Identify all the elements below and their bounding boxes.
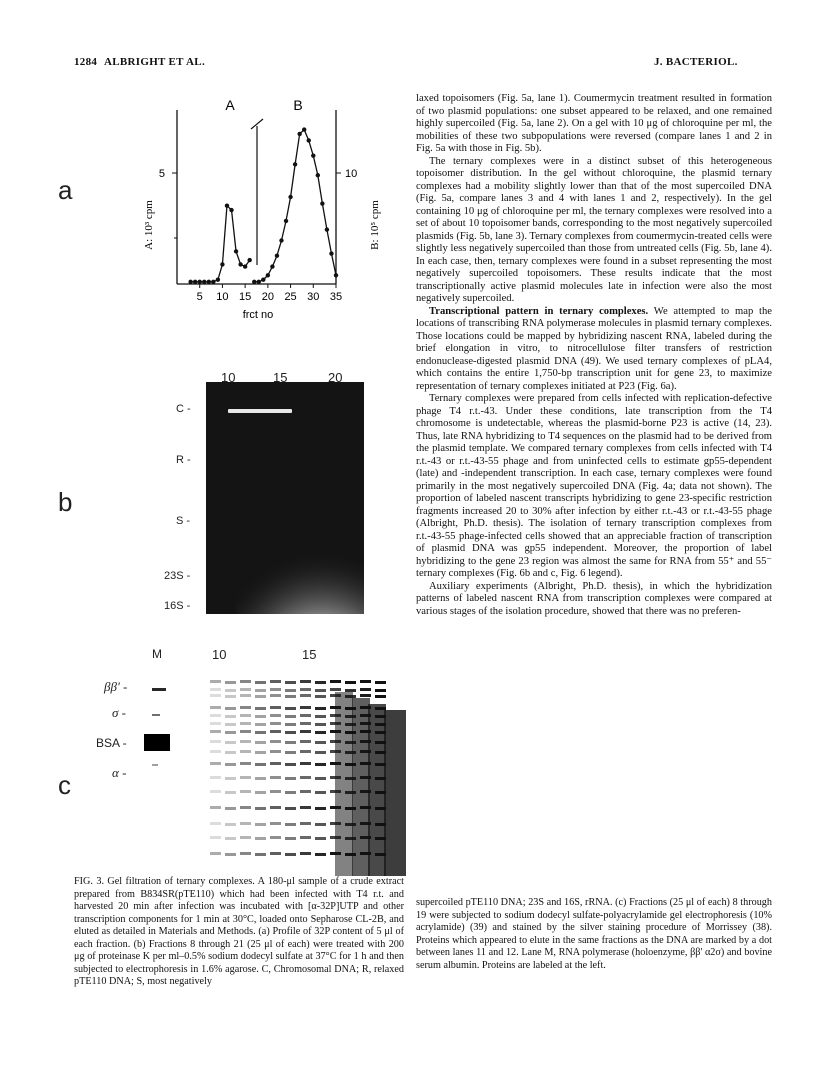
protein-band <box>300 730 311 733</box>
protein-band <box>375 741 386 744</box>
protein-band <box>240 852 251 855</box>
left-y-axis-label: A: 10³ cpm <box>143 200 155 250</box>
gel-b-row-r: R - <box>176 454 191 466</box>
protein-band <box>255 823 266 826</box>
data-point-b <box>293 162 297 166</box>
protein-band <box>360 730 371 733</box>
protein-band <box>345 731 356 734</box>
body-text-column <box>416 93 772 618</box>
protein-band <box>315 681 326 684</box>
protein-band <box>300 714 311 717</box>
protein-band <box>300 806 311 809</box>
protein-band <box>330 706 341 709</box>
x-tick-label: 35 <box>329 291 343 303</box>
protein-band <box>345 853 356 856</box>
protein-band <box>345 689 356 692</box>
protein-band <box>255 707 266 710</box>
gel-c-lane-m: M <box>152 647 162 661</box>
protein-band <box>375 791 386 794</box>
data-point-a <box>225 204 229 208</box>
protein-band <box>270 740 281 743</box>
protein-band <box>315 837 326 840</box>
protein-band <box>360 852 371 855</box>
protein-band <box>300 740 311 743</box>
chromosomal-band <box>228 409 292 413</box>
protein-band <box>315 715 326 718</box>
protein-band <box>330 750 341 753</box>
body-paragraph: The ternary complexes were in a distinct subset of this heterogeneous topoisomer distribution. In the gel without chloroquine, the plasmid ternary complexes had a mobility slightly lower than that of the most supercoiled DNA (Fig. 5a, compare lanes 3 and 4 with lanes 1 and 2, respectively). In the gel containing 10 μg of chloroquine per ml, the ternary complexes were resolved into a set of about 10 topoisomer bands, corresponding to the most negatively supercoiled plasmids (Fig. 5b, lane 3). Ternary complexes from coumermycin-treated cells were slightly less negatively supercoiled than those from untreated cells (Fig. 5b, lane 4). In each case, then, ternary complexes were found in a subset representing the most negatively supercoiled topoisomers. These results indicate that the most transcriptionally active plasmid molecules late in infection were also the most negatively supercoiled. <box>416 155 772 304</box>
protein-band <box>360 688 371 691</box>
gel-b-row-16s: 16S - <box>164 600 191 612</box>
panel-letter-a: a <box>58 175 73 205</box>
data-point-a <box>188 280 192 284</box>
protein-band <box>375 763 386 766</box>
protein-band <box>345 807 356 810</box>
protein-band <box>225 689 236 692</box>
protein-band <box>300 836 311 839</box>
protein-band <box>270 822 281 825</box>
protein-band <box>240 722 251 725</box>
series-line-b <box>254 130 336 282</box>
protein-band <box>315 723 326 726</box>
protein-band <box>360 790 371 793</box>
protein-band <box>225 741 236 744</box>
data-point-b <box>320 201 324 205</box>
protein-band <box>330 790 341 793</box>
protein-band <box>255 689 266 692</box>
peak-label-a: A <box>225 97 235 113</box>
protein-band <box>225 723 236 726</box>
running-authors: ALBRIGHT ET AL. <box>104 56 205 68</box>
x-tick-label: 15 <box>239 291 252 303</box>
protein-band <box>285 837 296 840</box>
protein-band <box>270 680 281 683</box>
data-point-a <box>247 258 251 262</box>
gel-c-lane-10: 10 <box>212 647 227 662</box>
protein-band <box>315 741 326 744</box>
protein-band <box>240 822 251 825</box>
protein-band <box>375 853 386 856</box>
data-point-a <box>238 262 242 266</box>
protein-band <box>345 837 356 840</box>
protein-band <box>225 681 236 684</box>
protein-band <box>330 694 341 697</box>
gel-c-row-alpha: α - <box>112 765 127 780</box>
protein-band <box>225 777 236 780</box>
protein-band <box>240 688 251 691</box>
x-tick-label: 10 <box>216 291 229 303</box>
data-point-b <box>311 153 315 157</box>
gel-c-row-bsa: BSA - <box>96 736 127 750</box>
protein-band <box>255 791 266 794</box>
protein-band <box>360 714 371 717</box>
body-paragraph: Auxiliary experiments (Albright, Ph.D. thesis), in which the hybridization patterns of labeled nascent RNA from transcription complexes were compared at various stages of the isolation procedure, showed that there was no preferen- <box>416 580 772 617</box>
data-point-b <box>270 264 274 268</box>
protein-band <box>240 714 251 717</box>
protein-band <box>270 688 281 691</box>
protein-band <box>375 807 386 810</box>
protein-band <box>330 776 341 779</box>
protein-band <box>285 823 296 826</box>
protein-band <box>255 741 266 744</box>
protein-band <box>270 852 281 855</box>
protein-band <box>255 837 266 840</box>
protein-band <box>330 822 341 825</box>
body-paragraph: laxed topoisomers (Fig. 5a, lane 1). Coumermycin treatment resulted in formation of two plasmid populations: one subset appeared to be relaxed, and one remained highly supercoiled (Fig. 5a, lane 2). On a gel with 10 μg of chloroquine per ml, the mobilities of these two subpopulations were reversed (compare lanes 1 and 2 in Fig. 5a with those in Fig. 5b). <box>416 93 772 154</box>
left-y-tick-label: 5 <box>158 168 165 180</box>
data-point-a <box>220 262 224 266</box>
data-point-b <box>307 138 311 142</box>
marker-band-bsa <box>144 734 170 751</box>
data-point-a <box>202 280 206 284</box>
protein-band <box>210 722 221 725</box>
protein-band <box>345 791 356 794</box>
protein-band <box>210 762 221 765</box>
data-point-b <box>325 227 329 231</box>
agarose-gel <box>206 382 364 614</box>
protein-band <box>285 853 296 856</box>
protein-band <box>225 731 236 734</box>
data-point-a <box>216 277 220 281</box>
protein-band <box>330 740 341 743</box>
protein-band <box>240 750 251 753</box>
protein-band <box>210 822 221 825</box>
protein-band <box>210 750 221 753</box>
protein-band <box>240 694 251 697</box>
protein-band <box>240 806 251 809</box>
protein-band <box>285 777 296 780</box>
protein-band <box>345 823 356 826</box>
data-point-b <box>302 127 306 131</box>
protein-band <box>270 714 281 717</box>
protein-band <box>225 837 236 840</box>
right-y-tick-label: 10 <box>345 168 358 180</box>
protein-band <box>240 730 251 733</box>
protein-band <box>210 806 221 809</box>
protein-band <box>225 807 236 810</box>
protein-band <box>375 707 386 710</box>
protein-band <box>255 853 266 856</box>
marker-band-alpha <box>152 764 158 766</box>
protein-band <box>270 806 281 809</box>
protein-band <box>255 731 266 734</box>
protein-band <box>225 823 236 826</box>
protein-band <box>285 695 296 698</box>
protein-band <box>285 689 296 692</box>
protein-band <box>210 714 221 717</box>
protein-band <box>375 731 386 734</box>
x-tick-label: 25 <box>284 291 297 303</box>
protein-band <box>345 741 356 744</box>
protein-band <box>300 688 311 691</box>
protein-band <box>330 762 341 765</box>
protein-band <box>330 852 341 855</box>
protein-band <box>360 806 371 809</box>
data-point-a <box>243 264 247 268</box>
protein-band <box>240 776 251 779</box>
data-point-b <box>297 132 301 136</box>
smear-lane <box>384 710 406 876</box>
protein-band <box>285 707 296 710</box>
figure-caption-right: supercoiled pTE110 DNA; 23S and 16S, rRNA. (c) Fractions (25 μl of each) 8 through 19 were subjected to sodium dodecyl sulfate-polyacrylamide gel electrophoresis (10% acrylamide) (39) and stained by the silver staining procedure of Morrissey (38). Proteins which appeared to elute in the same fractions as the DNA are marked by a dot between lanes 11 and 12. Lane M, RNA polymerase (holoenzyme, ββ' α2σ) and bovine serum albumin. Proteins are labeled at the left. <box>416 897 772 971</box>
protein-band <box>255 723 266 726</box>
gel-b-row-s: S - <box>176 515 191 527</box>
protein-band <box>270 694 281 697</box>
protein-band <box>270 730 281 733</box>
protein-band <box>315 751 326 754</box>
protein-band <box>240 836 251 839</box>
protein-band <box>270 790 281 793</box>
protein-band <box>375 751 386 754</box>
page-number: 1284 <box>74 56 98 68</box>
x-axis-label: frct no <box>242 309 274 321</box>
protein-band <box>345 695 356 698</box>
protein-band <box>225 791 236 794</box>
gel-c-row-sigma: σ - <box>112 705 126 720</box>
protein-band <box>270 722 281 725</box>
protein-band <box>210 790 221 793</box>
data-point-b <box>279 238 283 242</box>
protein-band <box>255 751 266 754</box>
protein-band <box>360 750 371 753</box>
protein-band <box>300 852 311 855</box>
protein-band <box>255 695 266 698</box>
protein-band <box>315 791 326 794</box>
protein-band <box>375 723 386 726</box>
protein-band <box>285 723 296 726</box>
protein-band <box>270 762 281 765</box>
protein-band <box>345 681 356 684</box>
protein-band <box>300 706 311 709</box>
protein-band <box>285 715 296 718</box>
protein-band <box>285 751 296 754</box>
data-point-a <box>234 249 238 253</box>
protein-band <box>315 695 326 698</box>
protein-band <box>345 715 356 718</box>
data-point-b <box>261 277 265 281</box>
protein-band <box>360 694 371 697</box>
gel-c-row-beta: ββ' - <box>104 679 128 694</box>
data-point-b <box>288 195 292 199</box>
data-point-a <box>193 280 197 284</box>
panel-letter-c: c <box>58 770 71 800</box>
protein-band <box>210 688 221 691</box>
protein-band <box>360 836 371 839</box>
protein-band <box>345 763 356 766</box>
protein-band <box>240 706 251 709</box>
marker-band-beta <box>152 688 166 691</box>
body-paragraph: Transcriptional pattern in ternary complexes. We attempted to map the locations of transcribing RNA polymerase molecules in plasmid ternary complexes. Those locations could be mapped by hybridizing nascent RNA, labeled during the brief elongation in vitro, to nitrocellulose filter transfers of restriction endonuclease-digested plasmid DNA (49). We used ternary complexes of pLA4, which contains the entire 1,750-bp transcription unit for gene 23, to maximize representation of ternary complexes initiated at P23 (Fig. 6a). <box>416 305 772 392</box>
protein-band <box>255 807 266 810</box>
protein-band <box>300 694 311 697</box>
x-tick-label: 20 <box>261 291 274 303</box>
protein-band <box>375 837 386 840</box>
gel-b-lane-10: 10 <box>221 370 236 385</box>
sds-page-gel <box>140 666 416 876</box>
protein-band <box>225 715 236 718</box>
figure-caption-left: FIG. 3. Gel filtration of ternary complexes. A 180-μl sample of a crude extract prepared from B834SR(pTE110) which had been infected with T4 r.t. and harvested 20 min after infection was incubated with [α-32P]UTP and other transcription components for 1 min at 30°C, loaded onto Sepharose CL-2B, and eluted as detailed in Materials and Methods. (a) Profile of 32P content of 5 μl of each fraction. (b) Fractions 8 through 21 (25 μl of each) were treated with 200 μg of proteinase K per ml–0.5% sodium dodecyl sulfate at 37°C for 1 h and then subjected to electrophoresis in 1.6% agarose. C, Chromosomal DNA; R, relaxed pTE110 DNA; S, most negatively <box>74 876 404 987</box>
protein-band <box>210 730 221 733</box>
gel-b-lane-15: 15 <box>273 370 288 385</box>
protein-band <box>285 791 296 794</box>
gel-c-lane-15: 15 <box>302 647 317 662</box>
protein-band <box>300 680 311 683</box>
data-point-a <box>229 208 233 212</box>
protein-band <box>240 762 251 765</box>
x-tick-label: 30 <box>307 291 320 303</box>
journal-name: J. BACTERIOL. <box>654 56 738 68</box>
protein-band <box>210 706 221 709</box>
protein-band <box>375 689 386 692</box>
data-point-b <box>275 254 279 258</box>
protein-band <box>300 762 311 765</box>
protein-band <box>330 836 341 839</box>
protein-band <box>225 695 236 698</box>
protein-band <box>300 750 311 753</box>
protein-band <box>345 723 356 726</box>
protein-band <box>300 790 311 793</box>
protein-band <box>315 763 326 766</box>
protein-band <box>225 751 236 754</box>
protein-band <box>330 806 341 809</box>
protein-band <box>225 853 236 856</box>
protein-band <box>315 731 326 734</box>
protein-band <box>360 722 371 725</box>
protein-band <box>360 680 371 683</box>
protein-band <box>240 680 251 683</box>
protein-band <box>210 680 221 683</box>
protein-band <box>285 731 296 734</box>
protein-band <box>225 763 236 766</box>
protein-band <box>270 750 281 753</box>
protein-band <box>330 730 341 733</box>
data-point-b <box>329 251 333 255</box>
protein-band <box>360 762 371 765</box>
protein-band <box>210 776 221 779</box>
protein-band <box>315 707 326 710</box>
protein-band <box>360 740 371 743</box>
protein-band <box>225 707 236 710</box>
gel-b-lane-20: 20 <box>328 370 343 385</box>
protein-band <box>375 777 386 780</box>
protein-band <box>210 694 221 697</box>
data-point-b <box>257 280 261 284</box>
protein-band <box>330 680 341 683</box>
protein-band <box>330 714 341 717</box>
protein-band <box>330 722 341 725</box>
protein-band <box>255 763 266 766</box>
protein-band <box>270 706 281 709</box>
protein-band <box>360 706 371 709</box>
protein-band <box>360 822 371 825</box>
body-paragraph: Ternary complexes were prepared from cells infected with replication-defective phage T4 r.t.-43. Under these conditions, late transcription from the T4 chromosome is undetectable, whereas the plasmid-borne P23 is active (14, 23). Thus, late RNA hybridizing to T4 sequences on the plasmid had to be derived from the plasmid template. We compared ternary complexes from cells infected with T4 r.t.-43 or r.t.-43-55 phage and from uninfected cells to estimate gp55-dependent (late) and -independent transcription. In each case, ternary complexes were found primarily in the most negatively supercoiled DNA (Fig. 4a; data not shown). The proportion of labeled nascent transcripts hybridizing to gene 23-specific restriction fragments increased 20 to 30% after infection by either r.t.-43 or r.t.-43-55 phage (Albright, Ph.D. thesis). The isolation of ternary transcription complexes from r.t.-43-55 phage-infected cells showed that an appreciable fraction of transcription of plasmid DNA was gp55 independent. Moreover, the proportion of label hybridizing to the gene 23 region was almost the same for RNA from 55⁺ and 55⁻ ternary complexes (Fig. 6b and c, Fig. 6 legend). <box>416 393 772 579</box>
protein-band <box>210 852 221 855</box>
panel-letter-b: b <box>58 487 73 517</box>
protein-band <box>345 777 356 780</box>
protein-band <box>315 853 326 856</box>
gel-b-row-c: C - <box>176 403 191 415</box>
protein-band <box>300 722 311 725</box>
peak-label-b: B <box>293 97 303 113</box>
protein-band <box>285 681 296 684</box>
protein-band <box>285 741 296 744</box>
series-line-a <box>191 206 250 282</box>
protein-band <box>345 707 356 710</box>
section-heading: Transcriptional pattern in ternary complexes. <box>429 305 649 317</box>
protein-band <box>315 777 326 780</box>
protein-band <box>285 763 296 766</box>
protein-band <box>315 823 326 826</box>
protein-band <box>210 740 221 743</box>
protein-band <box>360 776 371 779</box>
protein-band <box>240 790 251 793</box>
data-point-b <box>316 173 320 177</box>
protein-band <box>315 807 326 810</box>
protein-band <box>255 777 266 780</box>
data-point-b <box>284 219 288 223</box>
protein-band <box>270 836 281 839</box>
data-point-a <box>207 280 211 284</box>
right-y-axis-label: B: 10⁵ cpm <box>369 200 381 250</box>
data-point-b <box>334 273 338 277</box>
protein-band <box>240 740 251 743</box>
gel-b-row-23s: 23S - <box>164 570 191 582</box>
protein-band <box>255 715 266 718</box>
protein-band <box>315 689 326 692</box>
protein-band <box>270 776 281 779</box>
protein-band <box>330 688 341 691</box>
x-tick-label: 5 <box>196 291 203 303</box>
data-point-a <box>211 280 215 284</box>
protein-band <box>375 823 386 826</box>
protein-band <box>345 751 356 754</box>
protein-band <box>375 715 386 718</box>
protein-band <box>300 822 311 825</box>
protein-band <box>375 681 386 684</box>
protein-band <box>300 776 311 779</box>
protein-band <box>375 695 386 698</box>
data-point-b <box>252 280 256 284</box>
protein-band <box>285 807 296 810</box>
protein-band <box>255 681 266 684</box>
protein-band <box>210 836 221 839</box>
data-point-b <box>266 273 270 277</box>
data-point-a <box>198 280 202 284</box>
marker-band-sigma <box>152 714 160 716</box>
smear-lane <box>335 692 353 876</box>
